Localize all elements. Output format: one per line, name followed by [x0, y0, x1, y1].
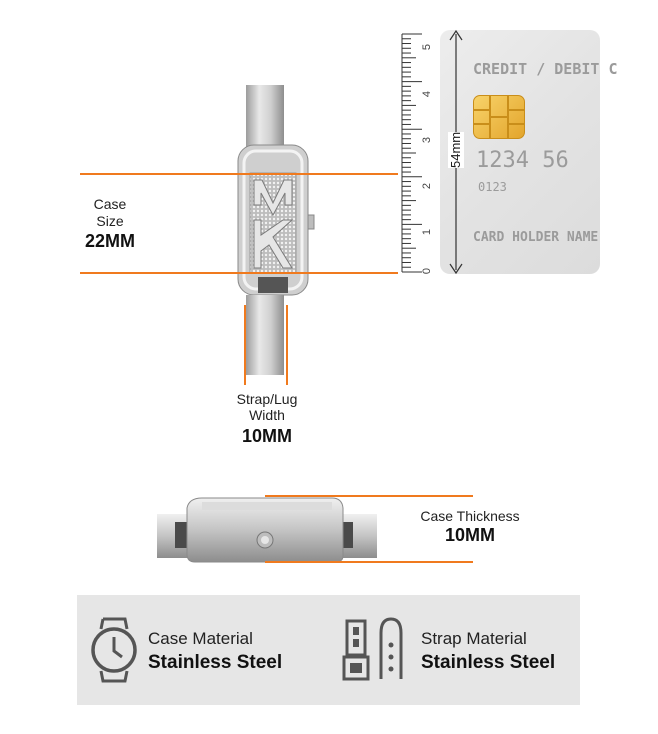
strap-right-line [286, 305, 288, 385]
thickness-top-line [265, 495, 473, 497]
watch-side-illustration [157, 496, 377, 566]
card-chip-icon [473, 95, 525, 139]
strap-left-line [244, 305, 246, 385]
ruler-number-1: 1 [421, 228, 434, 236]
case-material-title: Case Material [148, 629, 253, 648]
ruler-number-3: 3 [421, 136, 434, 144]
case-material-value: Stainless Steel [148, 652, 283, 673]
thickness-bottom-line [265, 561, 473, 563]
ruler-number-2: 2 [421, 182, 434, 190]
ruler-number-4: 4 [421, 90, 434, 98]
case-size-top-line [80, 173, 398, 175]
materials-panel [77, 595, 580, 705]
credit-card-illustration [440, 30, 618, 274]
dimension-text: 54mm [448, 131, 463, 168]
thickness-value: 10MM [444, 525, 495, 545]
strap-material-title: Strap Material [421, 629, 527, 648]
ruler [398, 30, 442, 276]
case-size-label-line2: Size [96, 213, 124, 229]
dimension-label [448, 132, 464, 168]
card-title: CREDIT / DEBIT C [473, 60, 618, 78]
case-size-label-line1: Case [93, 196, 127, 212]
ruler-number-0: 0 [421, 267, 434, 275]
strap-label-line2: Width [249, 407, 285, 423]
card-holder-name: CARD HOLDER NAME [473, 230, 599, 245]
strap-value: 10MM [241, 426, 292, 446]
ruler-number-5: 5 [421, 43, 434, 51]
thickness-label: Case Thickness [420, 508, 520, 524]
watch-front-illustration [228, 85, 328, 375]
strap-icon [341, 615, 409, 685]
strap-material-value: Stainless Steel [421, 652, 556, 673]
strap-label-line1: Strap/Lug [236, 391, 298, 407]
case-size-bottom-line [80, 272, 398, 274]
case-size-value: 22MM [84, 231, 135, 251]
card-number: 1234 56 [476, 148, 569, 173]
watch-icon [89, 615, 139, 685]
card-small-number: 0123 [478, 180, 507, 194]
